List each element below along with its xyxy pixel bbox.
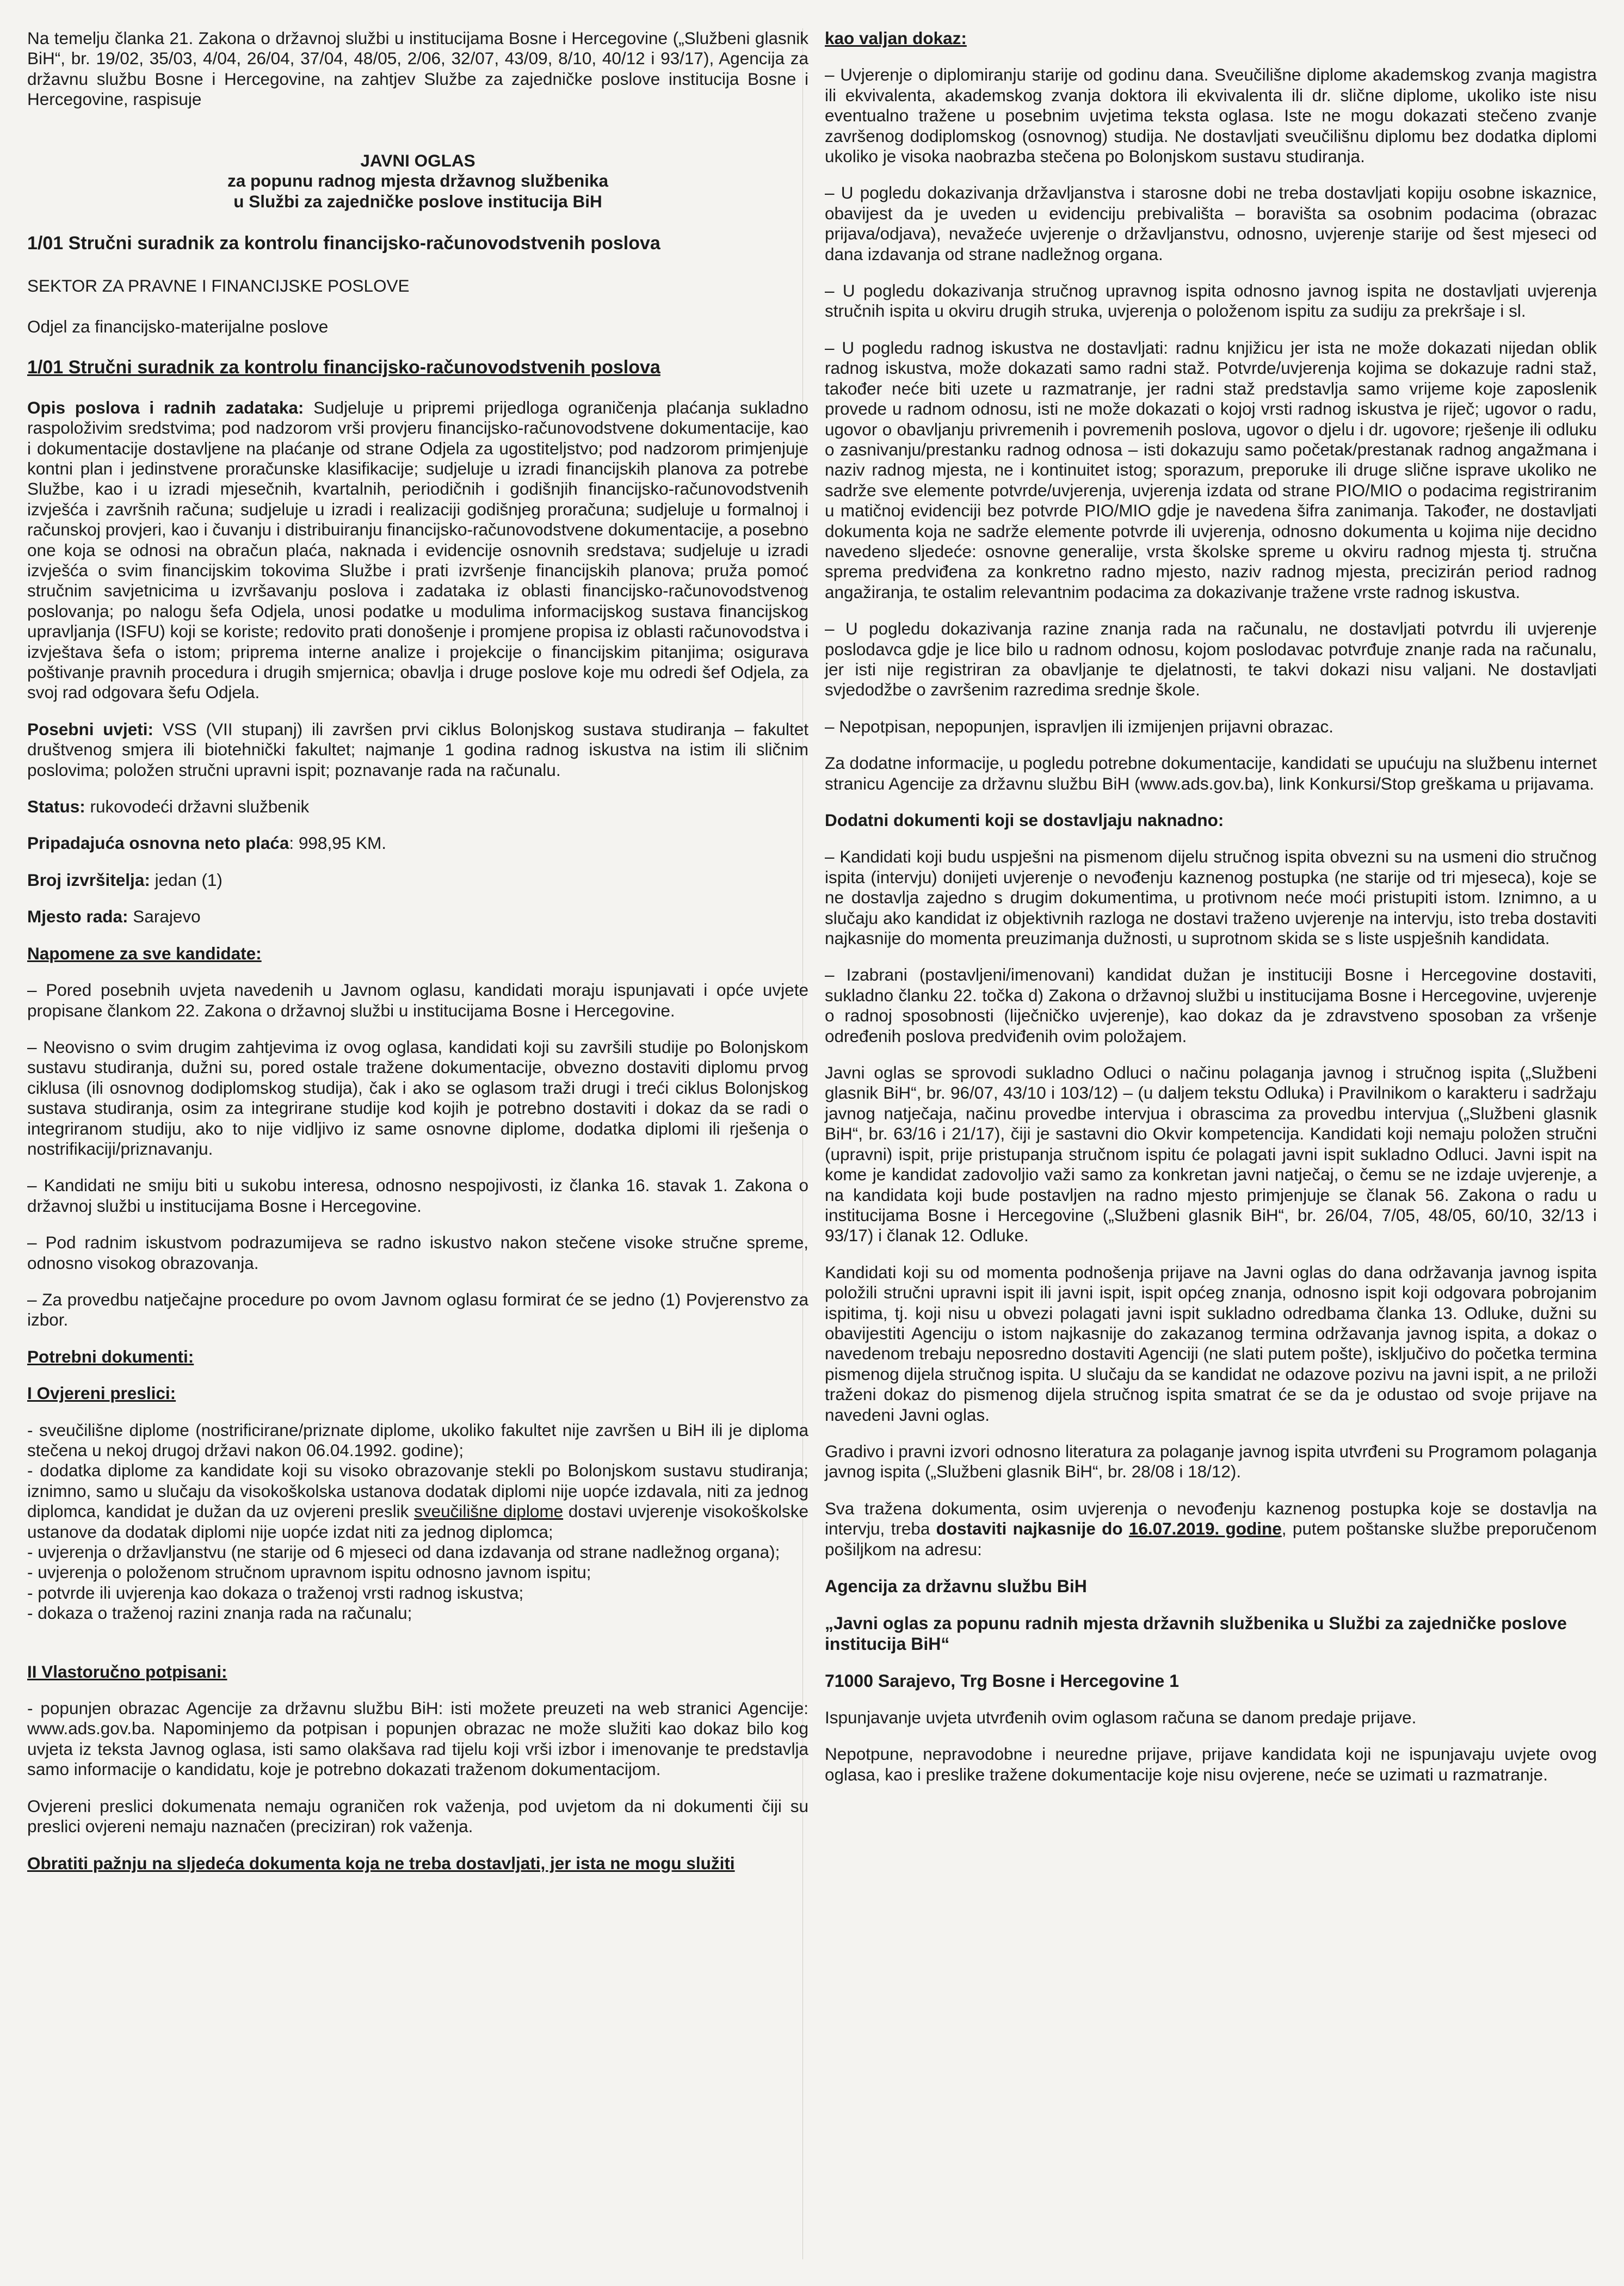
invalid-proof-item: – U pogledu radnog iskustva ne dostavljati: radnu knjižicu jer ista ne može dokazati nijedan oblik radnog iskustva, može dokazati samo radni staž. Potvrde/uvjerenja kojima se dokazuje radni staž, također neće biti uzete u razmatranje, jer radni staž predstavlja samo vrijeme koje zaposlenik provede u radnom odnosu, isti ne može dokazati o kojoj vrsti radnog iskustva je riječ; ugovor o radu, ugovor o obavljanju privremenih i povremenih poslova, ugovor o djelu i dr. ugovore; rješenje ili odluku o zasnivanju/prestanku radnog odnosa – isti dokazuju samo početak/prestanak radnog angažmana i naziv radnog mjesta, ne i kontinuitet istog; sporazum, preporuke ili druge slične isprave ukoliko ne sadrže sve elemente potvrde/uvjerenja, uvjerenja izdata od strane PIO/MIO o podacima registriranim u matičnoj evidenciji bez potvrde PIO/MIO gdje je navedena šifra zanimanja. Također, ne dostavljati dokumenta koja ne sadrže elemente potvrde ili uvjerenja, odnosno dokumenta u kojima nije decidno navedeno sljedeće: osnovne generalije, vrsta školske spreme u okviru radnog mjesta tj. stručna sprema predviđena za konkretno radno mjesto, naziv radnog mjesta, precizirán period radnog angažiranja, te ostalim relevantnim podacima za dokazivanje tražene vrste radnog iskustva. [825, 337, 1597, 602]
deadline-text: , putem poštanske službe preporučenom pošiljkom na adresu: [825, 1519, 1597, 1559]
salary-label: Pripadajuća osnovna neto plaća [27, 833, 289, 853]
documents-heading: Potrebni dokumenti: [27, 1346, 194, 1366]
invalid-proof-item: – U pogledu dokazivanja državljanstva i starosne dobi ne treba dostavljati kopiju osobne iskaznice, obavijest da je uveden u evidenciju prebivališta – boravišta sa osobnim podacima (obrazac prijava/odjava), nevažeće uvjerenje o državljanstvu, odnosno, uvjerenje starije od šest mjeseci od dana izdavanja od strane nadležnog organa. [825, 183, 1597, 264]
title-line-3: u Službi za zajedničke poslove institucija BiH [233, 191, 602, 211]
signed-documents-heading: II Vlastoručno potpisani: [27, 1661, 227, 1681]
notes-heading: Napomene za sve kandidate: [27, 943, 262, 963]
deadline-text: Sva tražena dokumenta, osim uvjerenja o nevođenju kaznenog postupka koje se dostavlja na intervju, treba [825, 1498, 1597, 1539]
deadline-paragraph [825, 1499, 1597, 1560]
note-item: – Neovisno o svim drugim zahtjevima iz ovog oglasa, kandidati koji su završili studije po Bolonjskom sustavu studiranja, dužni su, pored ostale tražene dokumentacije, obvezno dostaviti diplomu prvog ciklusa (ili osnovnog dodiplomskog studija), čak i ako se oglasom traži drugi i treći ciklus Bolonjskog sustava studiranja, osim za integrirane studije kod kojih je potrebno dostaviti i dokaz da se radi o integriranom studiju, ako to nije vidljivo iz same osnovne diplome, dodatka diplomi ili rješenja o nostrifikaciji/priznavanju. [27, 1037, 808, 1159]
incomplete-applications: Nepotpune, nepravodobne i neuredne prijave, prijave kandidata koji ne ispunjavaju uvjete ovog oglasa, kao i preslike tražene dokumentacije koje nisu ovjerene, neće se uzimati u razmatranje. [825, 1744, 1597, 1784]
agency-address: 71000 Sarajevo, Trg Bosne i Hercegovine 1 [825, 1671, 1179, 1691]
note-item: – Pored posebnih uvjeta navedenih u Javnom oglasu, kandidati moraju ispunjavati i opće uvjete propisane člankom 22. Zakona o državnoj službi u institucijama Bosne i Hercegovine. [27, 980, 808, 1020]
additional-info: Za dodatne informacije, u pogledu potrebne dokumentacije, kandidati se upućuju na službenu internet stranicu Agencije za državnu službu BiH (www.ads.gov.ba), link Konkursi/Stop greškama u prijavama. [825, 753, 1597, 793]
status-value: rukovodeći državni službenik [85, 797, 310, 817]
title-line-2: za popunu radnog mjesta državnog službenika [227, 171, 609, 191]
executors-value: jedan (1) [150, 870, 223, 890]
envelope-title: „Javni oglas za popunu radnih mjesta državnih službenika u Službi za zajedničke poslove institucija BiH“ [825, 1613, 1567, 1654]
certified-item [27, 1461, 808, 1542]
announcement-title [27, 151, 808, 212]
invalid-proof-item: – U pogledu dokazivanja razine znanja rada na računalu, ne dostavljati potvrdu ili uvjerenje poslodavca gdje je lice bilo u radnom odnosu, kojom poslodavac potvrđuje znanje rada na računalu, jer isti nije registriran za obavljanje te djelatnosti, te takvi dokazi nisu valjani. Ne dostavljati svjedodžbe o završenim razredima srednje škole. [825, 619, 1597, 700]
certified-copies-heading: I Ovjereni preslici: [27, 1383, 176, 1403]
position-heading-underlined: 1/01 Stručni suradnik za kontrolu financijsko-računovodstvenih poslova [27, 357, 660, 378]
deadline-bold: dostaviti najkasnije do [936, 1519, 1129, 1539]
additional-doc-item: – Izabrani (postavljeni/imenovani) kandidat dužan je instituciji Bosne i Hercegovine dostaviti, sukladno članku 22. točka d) Zakona o državnoj službi u institucijama Bosne i Hercegovine, uvjerenje o radnoj sposobnosti (liječničko uvjerenje), kao dokaz da je zdravstveno sposoban za vršenje određenih poslova predviđenih ovim položajem. [825, 965, 1597, 1046]
validity-text: Ovjereni preslici dokumenata nemaju ograničen rok važenja, pod uvjetom da ni dokumenti čiji su preslici ovjereni nemaju naznačen (preciziran) rok važenja. [27, 1796, 808, 1837]
agency-name: Agencija za državnu službu BiH [825, 1576, 1087, 1596]
workplace-label: Mjesto rada: [27, 907, 128, 927]
job-description [27, 398, 808, 703]
left-column [27, 28, 808, 2264]
status-label: Status: [27, 797, 85, 817]
position-heading: 1/01 Stručni suradnik za kontrolu financijsko-računovodstvenih poslova [27, 233, 660, 254]
certified-item: - sveučilišne diplome (nostrificirane/priznate diplome, ukoliko fakultet nije završen u BiH ili je diploma stečena u nekoj drugoj državi nakon 06.04.1992. godine); [27, 1420, 808, 1460]
additional-docs-heading: Dodatni dokumenti koji se dostavljaju naknadno: [825, 810, 1224, 830]
salary [27, 833, 808, 853]
note-item: – Kandidati ne smiju biti u sukobu interesa, odnosno nespojivosti, iz članka 16. stavak 1. Zakona o državnoj službi u institucijama Bosne i Hercegovine. [27, 1175, 808, 1216]
certified-item: - uvjerenja o državljanstvu (ne starije od 6 mjeseci od dana izdavanja od strane nadležnog organa); [27, 1542, 780, 1562]
attention-heading: Obratiti pažnju na sljedeća dokumenta koja ne treba dostavljati, jer ista ne mogu služiti [27, 1853, 735, 1873]
executors [27, 870, 808, 890]
note-item: – Za provedbu natječajne procedure po ovom Javnom oglasu formirat će se jedno (1) Povjerenstvo za izbor. [27, 1289, 808, 1330]
signed-documents-text: - popunjen obrazac Agencije za državnu službu BiH: isti možete preuzeti na web stranici Agencije: www.ads.gov.ba. Napominjemo da potpisan i popunjen obrazac ne može služiti kao dokaz bilo kog uvjeta iz teksta Javnog oglasa, isti samo olakšava rad tijelu koji vrši izbor i imenovanje te predstavlja samo informacije o kandidatu, koje je potrebno dokazati traženom dokumentacijom. [27, 1698, 808, 1779]
sector-name: SEKTOR ZA PRAVNE I FINANCIJSKE POSLOVE [27, 275, 410, 295]
note-item: – Pod radnim iskustvom podrazumijeva se radno iskustvo nakon stečene visoke stručne spreme, odnosno visokog obrazovanja. [27, 1233, 808, 1273]
certified-item-underlined: sveučilišne diplome [414, 1501, 564, 1521]
valid-proof-heading: kao valjan dokaz: [825, 28, 967, 48]
department-name: Odjel za financijsko-materijalne poslove [27, 316, 329, 336]
exam-paragraph: Javni oglas se sprovodi sukladno Odluci o načinu polaganja javnog i stručnog ispita („Službeni glasnik BiH“, br. 96/07, 43/10 i 103/12) – (u daljem tekstu Odluka) i Pravilnikom o karakteru i sadržaju javnog natječaja, načinu provedbe intervjua i obrascima za provedbu intervjua („Službeni glasnik BiH“, br. 63/16 i 21/17), čiji je sastavni dio Okvir kompetencija. Kandidati koji nemaju položen stručni (upravni) ispit, prije pristupanja stručnom ispitu će polagati javni ispit sukladno Odluci. Javni ispit na kome je kandidat zadovoljio važi samo za konkretan javni natječaj, o čemu se ne izdaje uvjerenje, a na kandidata koji bude postavljen na radno mjesto primjenjuje se članak 56. Zakona o radu u institucijama Bosne i Hercegovine („Službeni glasnik BiH“, br. 26/04, 7/05, 48/05, 60/10, 32/13 i 93/17) i članak 12. Odluke. [825, 1063, 1597, 1246]
job-description-text: Sudjeluje u pripremi prijedloga ograničenja plaćanja sukladno raspoloživim sredstvima; pod nadzorom vrši provjeru financijsko-računovodstvene dokumentacije, kao i dokumentacije dostavljene na plaćanje od strane Odjela za ugostiteljstvo; pod nadzorom primjenjuje kontni plan i jedinstvene proračunske klasifikacije; sudjeluje u izradi financijskih planova za potrebe Službe, kao i u izradi mjesečnih, kvartalnih, periodičnih i godišnjih financijsko-računovodstvenih izvješća i završnih računa; sudjeluje u izradi i realizaciji godišnjeg proračuna; sudjeluje u formalnoj i računskoj provjeri, kao i čuvanju i distribuiranju financijsko-računovodstvene dokumentacije, a posebno one koja se odnosi na obračun plaća, naknada i evidencije osnovnih sredstava; sudjeluje u izradi izvješća o svim financijskim tokovima Službe i prati izvršenje financijskih planova; pruža pomoć stručnim savjetnicima u izvršavanju poslova i zadataka iz oblasti financijsko-računovodstvenog poslovanja; po nalogu šefa Odjela, unosi podatke u modulima informacijskog sustava financijskog upravljanja (ISFU) koji se koriste; redovito prati donošenje i promjene propisa iz oblasti računovodstva i izvještava šefa o istom; priprema interne analize i projekcije o financijskim pitanjima; osigurava poštivanje pravnih procedura i drugih smjernica; obavlja i druge poslove koje mu odredi šef Odjela, za svoj rad odgovara šefu Odjela. [27, 397, 808, 703]
certified-item: - dokaza o traženoj razini znanja rada na računalu; [27, 1603, 412, 1623]
special-conditions [27, 719, 808, 780]
additional-doc-item: – Kandidati koji budu uspješni na pismenom dijelu stručnog ispita obvezni su na usmeni dio stručnog ispita (intervju) donijeti uvjerenje o nevođenju kaznenog postupka (ne starije od tri mjeseca), koje se ne dostavlja zajedno s drugim dokumentima, u protivnom neće moći pristupiti istom. Iznimno, a u slučaju ako kandidat iz objektivnih razloga ne dostavi traženo uvjerenje na intervju, isto treba dostaviti najkasnije do momenta preuzimanja dužnosti, u suprotnom skida se s liste uspješnih kandidata. [825, 847, 1597, 948]
intro-paragraph: Na temelju članka 21. Zakona o državnoj službi u institucijama Bosne i Hercegovine („Službeni glasnik BiH“, br. 19/02, 35/03, 4/04, 26/04, 37/04, 48/05, 2/06, 32/07, 43/09, 8/10, 40/12 i 93/17), Agencija za državnu službu Bosne i Hercegovine, na zahtjev Službe za zajedničke poslove institucija Bosne i Hercegovine, raspisuje [27, 28, 808, 109]
job-description-label: Opis poslova i radnih zadataka: [27, 397, 304, 417]
salary-value: : 998,95 KM. [289, 833, 386, 853]
executors-label: Broj izvršitelja: [27, 870, 150, 890]
candidates-paragraph: Kandidati koji su od momenta podnošenja prijave na Javni oglas do dana održavanja javnog ispita položili stručni upravni ispit ili javni ispit, ispit općeg znanja, odnosno ispit koji odgovara pobrojanim ispitima, tj. koji nisu u obvezi polagati javni ispit sukladno odredbama članka 13. Odluke, dužni su obavijestiti Agenciju o istom najkasnije do zakazanog termina održavanja javnog ispita, a dokaz o navedenom trebaju neposredno dostaviti Agenciji (ne slati putem pošte), isključivo do početka termina pismenog dijela stručnog ispita. U slučaju da se kandidat ne odazove pozivu na javni ispit, a ne priloži traženi dokaz do pismenog dijela stručnog ispita smatrat će se da je odustao od svoje prijave na navedeni Javni oglas. [825, 1262, 1597, 1425]
invalid-proof-item: – U pogledu dokazivanja stručnog upravnog ispita odnosno javnog ispita ne dostavljati uvjerenja stručnih ispita u okviru drugih struka, uvjerenja o položenom ispitu za sudiju za prekršaje i sl. [825, 281, 1597, 321]
workplace [27, 907, 808, 927]
invalid-proof-item: – Nepotpisan, nepopunjen, ispravljen ili izmijenjen prijavni obrazac. [825, 716, 1334, 736]
literature-paragraph: Gradivo i pravni izvori odnosno literatura za polaganje javnog ispita utvrđeni su Programom polaganja javnog ispita („Službeni glasnik BiH“, br. 28/08 i 18/12). [825, 1441, 1597, 1482]
special-conditions-text: VSS (VII stupanj) ili završen prvi ciklus Bolonjskog sustava studiranja – fakultet društvenog smjera ili biotehnički fakultet; najmanje 1 godina radnog iskustva na istim ili sličnim poslovima; položen stručni upravni ispit; poznavanje rada na računalu. [27, 719, 808, 780]
title-line-1: JAVNI OGLAS [360, 150, 476, 170]
certified-item: - potvrde ili uvjerenja kao dokaza o traženoj vrsti radnog iskustva; [27, 1582, 524, 1603]
certified-item-text: - dodatka diplome za kandidate koji su visoko obrazovanje stekli po Bolonjskom sustavu studiranja; iznimno, samo u slučaju da visokoškolska ustanova dodatak diplomi nije uopće izdavala, niti za jednog diplomca, kandidat je dužan da uz ovjereni preslik [27, 1461, 808, 1521]
right-column [816, 28, 1597, 2264]
workplace-value: Sarajevo [128, 907, 201, 927]
certified-item: - uvjerenja o položenom stručnom upravnom ispitu odnosno javnom ispitu; [27, 1562, 591, 1582]
certified-item-text: dostavi uvjerenje visokoškolske ustanove da dodatak diplomi nije uopće izdat niti za jednog diplomca; [27, 1501, 808, 1542]
deadline-calculation: Ispunjavanje uvjeta utvrđenih ovim oglasom računa se danom predaje prijave. [825, 1708, 1417, 1727]
invalid-proof-item: – Uvjerenje o diplomiranju starije od godinu dana. Sveučilišne diplome akademskog zvanja magistra ili ekvivalenta, akademskog zvanja doktora ili ekvivalenta ili dr. slične diplome, ukoliko iste nisu eventualno tražene u posebnim uvjetima teksta oglasa. Iste ne mogu dokazati stečeno zvanje završenog dodiplomskog (osnovnog) studija. Ne dostavljati sveučilišnu diplomu bez dodatka diplomi ukoliko je visoka naobrazba stečena po Bolonjskom sustavu studiranja. [825, 65, 1597, 167]
status [27, 797, 808, 817]
deadline-date: 16.07.2019. godine [1128, 1519, 1282, 1539]
special-conditions-label: Posebni uvjeti: [27, 719, 154, 739]
